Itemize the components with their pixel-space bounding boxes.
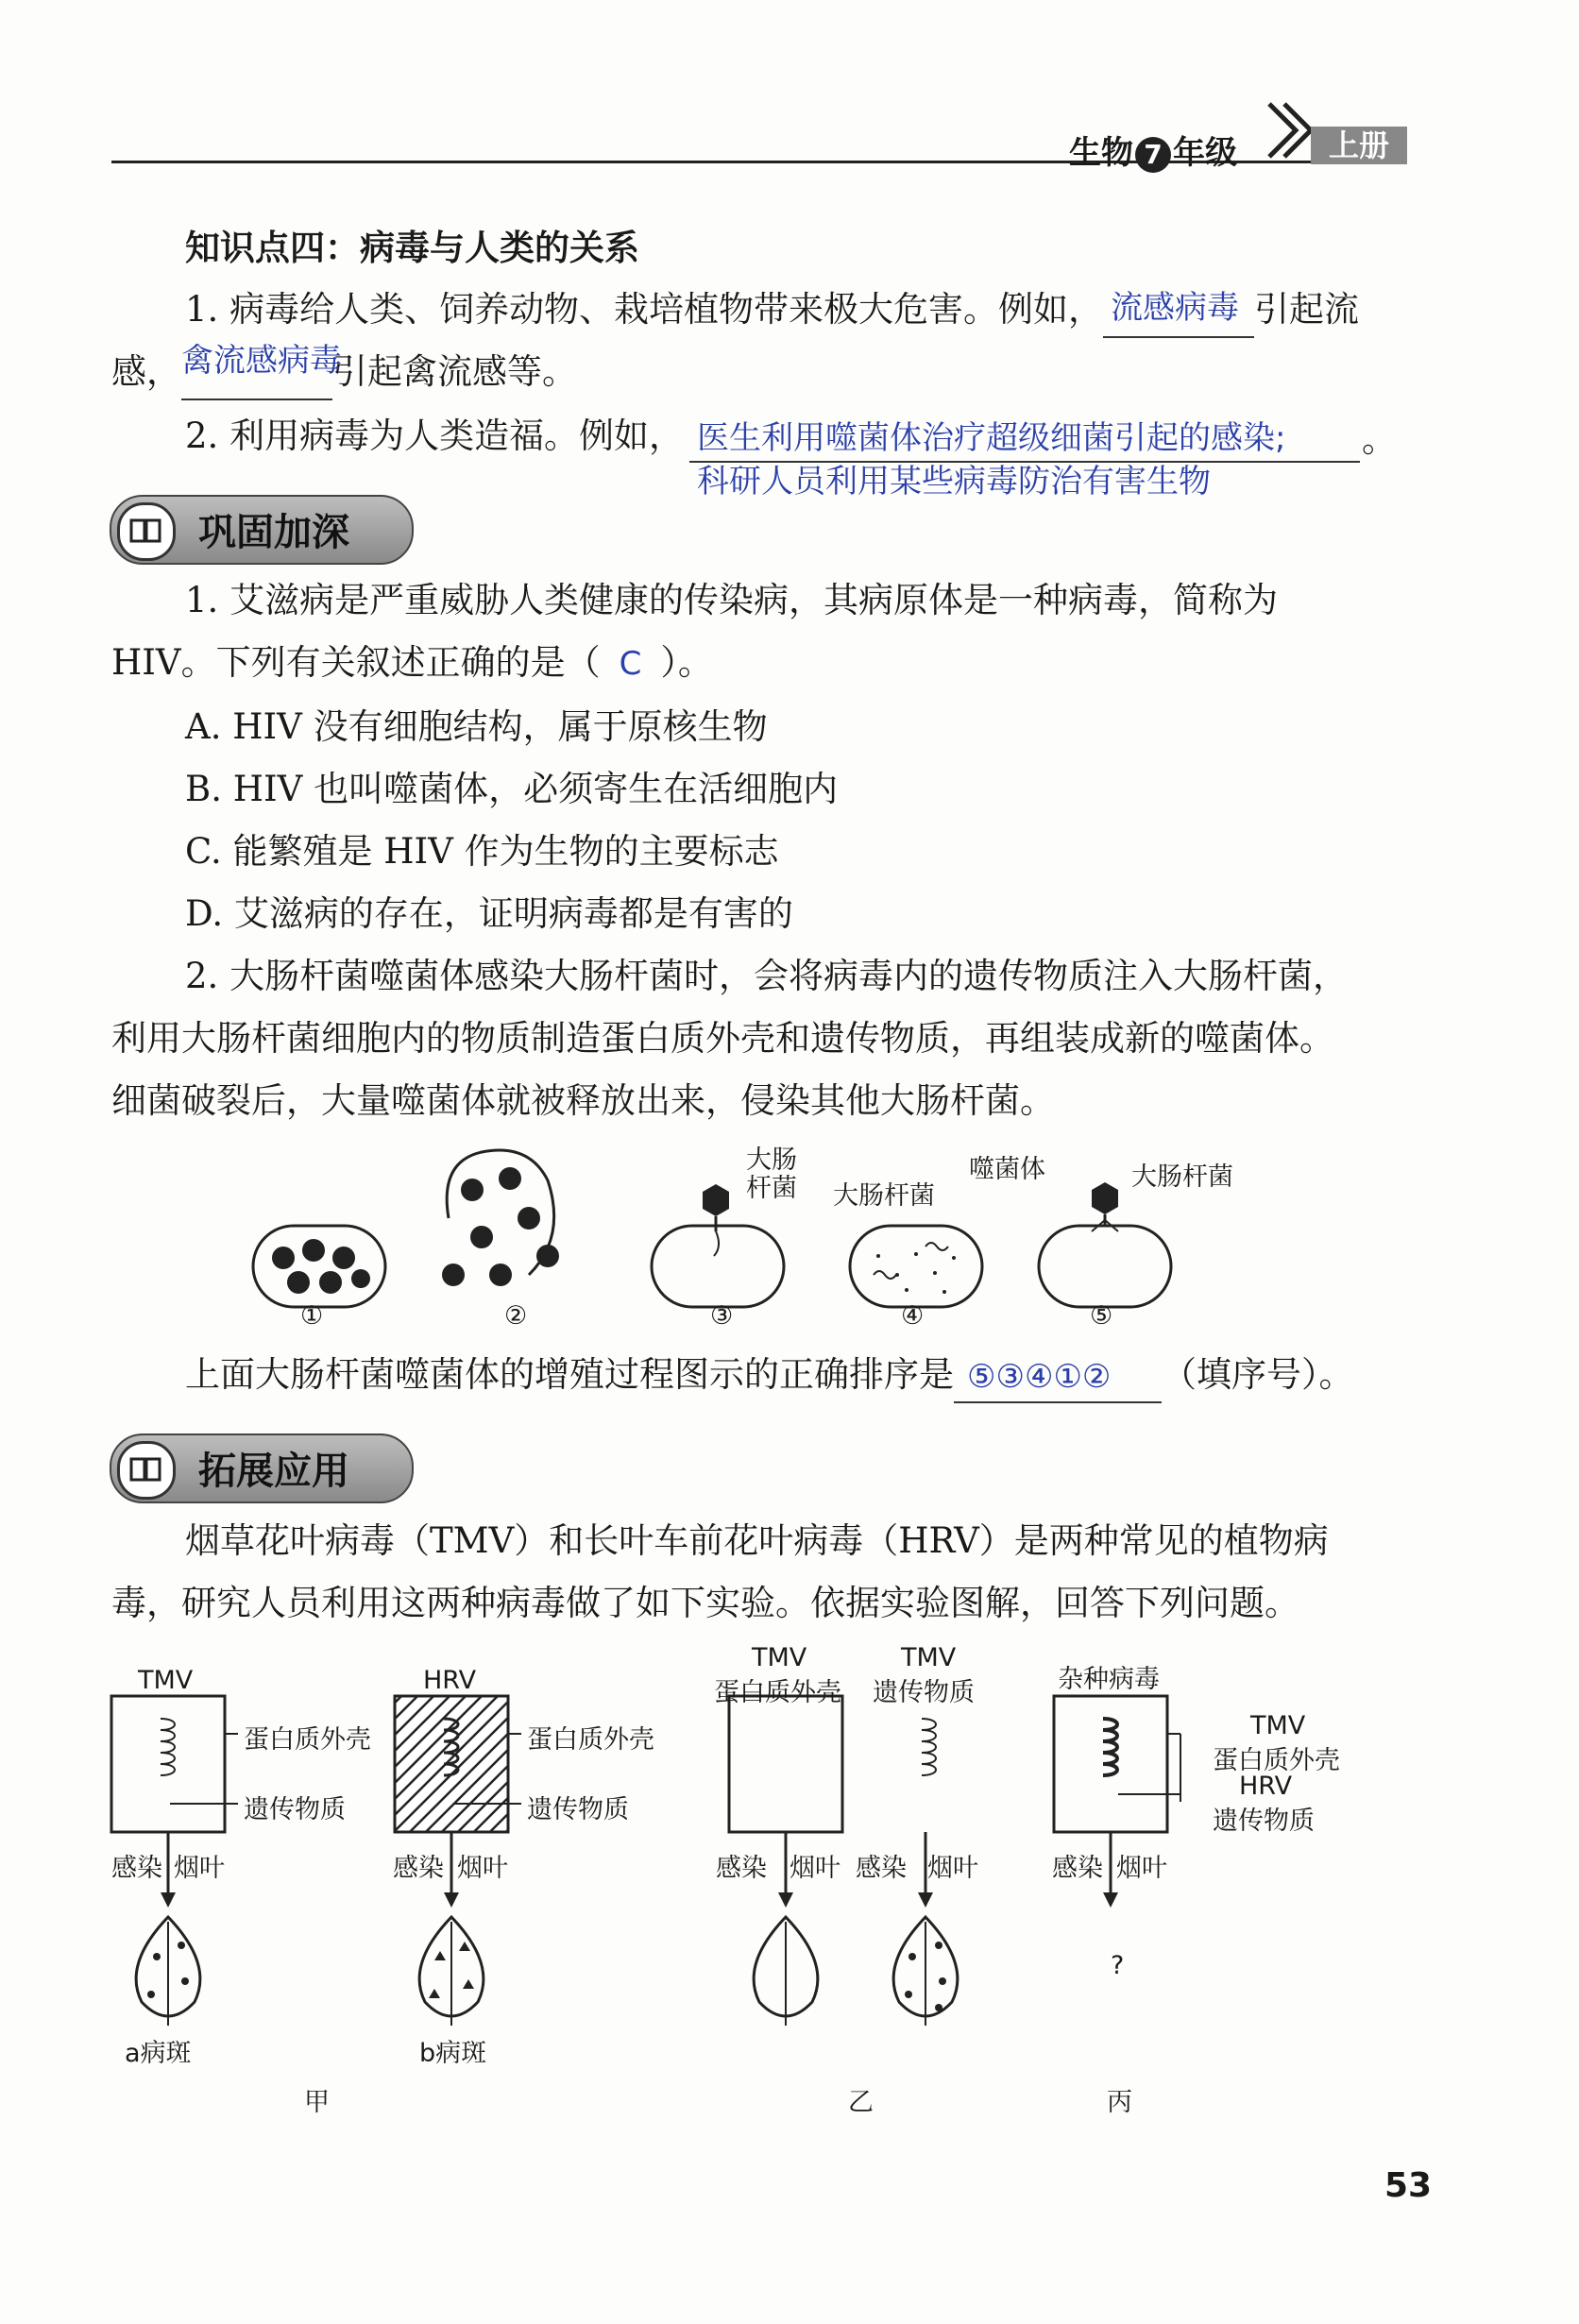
exp-hy-hrv: HRV — [1239, 1772, 1293, 1801]
c-q2-line3: 细菌破裂后，大量噬菌体就被释放出来，侵染其他大肠杆菌。 — [111, 1080, 1055, 1121]
k-q2-answer-line1: 医生利用噬菌体治疗超级细菌引起的感染; — [697, 419, 1286, 457]
book-icon — [117, 502, 176, 561]
c-q2-line1: 2. 大肠杆菌噬菌体感染大肠杆菌时，会将病毒内的遗传物质注入大肠杆菌， — [185, 956, 1349, 996]
consolidate-section-label: 巩固加深 — [198, 511, 349, 554]
c-q2-line2: 利用大肠杆菌细胞内的物质制造蛋白质外壳和遗传物质，再组装成新的噬菌体。 — [111, 1018, 1334, 1059]
exp-infect-4: 感染 — [856, 1854, 907, 1883]
exp-yi-gene-b: 遗传物质 — [873, 1678, 975, 1707]
c-q2-answer-suffix: （填序号）。 — [1162, 1354, 1354, 1395]
fig-num-4: ④ — [901, 1301, 925, 1331]
fig-label-ecoli2: 大肠杆菌 — [1131, 1162, 1233, 1192]
k-q1-line2 — [111, 344, 577, 400]
c-q1-answer: C — [619, 645, 642, 683]
exp-hybrid: 杂种病毒 — [1058, 1665, 1160, 1694]
exp-label-hrv: HRV — [423, 1666, 477, 1695]
c-q1-line1: 1. 艾滋病是严重威胁人类健康的传染病，其病原体是一种病毒，简称为 — [185, 580, 1279, 620]
exp-leaf-5: 烟叶 — [1116, 1854, 1167, 1883]
k-q1-part1: 1. 病毒给人类、饲养动物、栽培植物带来极大危害。例如， — [185, 289, 1104, 330]
exp-hy-coat: 蛋白质外壳 — [1213, 1746, 1340, 1775]
exp-leaf-1: 烟叶 — [174, 1854, 225, 1883]
exp-infect-5: 感染 — [1052, 1854, 1103, 1883]
e-intro-line1: 烟草花叶病毒（TMV）和长叶车前花叶病毒（HRV）是两种常见的植物病 — [185, 1520, 1329, 1561]
k-q1-part4: 引起禽流感等。 — [332, 351, 577, 392]
exp-yi: 乙 — [848, 2088, 874, 2117]
c-q1-option-b: B. HIV 也叫噬菌体，必须寄生在活细胞内 — [185, 769, 839, 809]
header-grade-text: 年级 — [1173, 134, 1237, 172]
book-icon-2-svg — [120, 1444, 173, 1497]
extend-section-label: 拓展应用 — [198, 1450, 349, 1493]
header-chevron-icon — [1262, 98, 1318, 161]
exp-spot-a: a病斑 — [125, 2039, 192, 2068]
fig-label-ecoli-b: 杆菌 — [746, 1174, 797, 1203]
fig-num-2: ② — [504, 1301, 528, 1331]
stage-2-burst — [442, 1150, 559, 1286]
exp-hrv-coat: 蛋白质外壳 — [527, 1725, 654, 1755]
k-q1-blank1 — [1103, 289, 1254, 338]
stage-4-replicate — [850, 1226, 982, 1307]
exp-infect-1: 感染 — [111, 1854, 162, 1883]
stage-5-phage-ecoli — [1039, 1182, 1171, 1307]
exp-bing: 丙 — [1107, 2088, 1132, 2117]
header-grade-badge: 7 — [1135, 137, 1171, 173]
book-icon-svg — [120, 505, 173, 558]
k-q2-line — [185, 408, 684, 465]
c-q1-option-d: D. 艾滋病的存在，证明病毒都是有害的 — [185, 893, 793, 934]
exp-tmv-coat: 蛋白质外壳 — [244, 1725, 371, 1755]
k-q2-answer-line2: 科研人员利用某些病毒防治有害生物 — [697, 463, 1211, 500]
c-q1-line2b: ）。 — [660, 642, 713, 683]
k-q2-end: 。 — [1362, 419, 1397, 460]
page-number: 53 — [1384, 2166, 1433, 2205]
exp-hy-gene: 遗传物质 — [1213, 1807, 1315, 1836]
c-q1-line2 — [111, 635, 713, 692]
leaf-a — [136, 1917, 200, 2026]
fig-label-phage: 噬菌体 — [969, 1155, 1045, 1184]
exp-spot-b: b病斑 — [419, 2039, 487, 2068]
k-q1-part3: 感， — [111, 351, 181, 392]
c-q1-option-a: A. HIV 没有细胞结构，属于原核生物 — [185, 706, 768, 747]
k-q1-answer2: 禽流感病毒 — [181, 342, 342, 380]
exp-leaf-2: 烟叶 — [457, 1854, 508, 1883]
c-q2-answer-blank — [954, 1354, 1162, 1403]
fig-num-5: ⑤ — [1090, 1301, 1113, 1331]
fig-label-ecoli: 大肠杆菌 — [833, 1181, 935, 1211]
exp-jia: 甲 — [304, 2088, 330, 2117]
k-q1-blank2 — [181, 342, 342, 400]
header-volume: 上册 — [1311, 127, 1407, 164]
e-intro-line2: 毒，研究人员利用这两种病毒做了如下实验。依据实验图解，回答下列问题。 — [111, 1583, 1299, 1623]
exp-leaf-4: 烟叶 — [927, 1854, 978, 1883]
exp-infect-2: 感染 — [393, 1854, 444, 1883]
c-q2-answer: ⑤③④①② — [967, 1358, 1112, 1396]
fig-num-1: ① — [300, 1301, 324, 1331]
exp-yi-coat-a: TMV — [752, 1643, 807, 1672]
k-q1-part2: 引起流 — [1254, 289, 1360, 330]
fig-num-3: ③ — [710, 1301, 734, 1331]
leaf-gene — [893, 1917, 958, 2026]
k-q1-answer1: 流感病毒 — [1111, 289, 1240, 327]
exp-hrv-gene: 遗传物质 — [527, 1795, 629, 1824]
leaf-coat — [754, 1917, 818, 2026]
exp-infect-3: 感染 — [716, 1854, 767, 1883]
stage-1-cell — [253, 1226, 385, 1307]
exp-unknown: ? — [1111, 1951, 1125, 1980]
c-q1-option-c: C. 能繁殖是 HIV 作为生物的主要标志 — [185, 831, 779, 872]
exp-tmv-gene: 遗传物质 — [244, 1795, 346, 1824]
exp-hy-tmv: TMV — [1250, 1711, 1306, 1740]
c-q2-answer-prefix: 上面大肠杆菌噬菌体的增殖过程图示的正确排序是 — [185, 1354, 954, 1395]
fig-label-ecoli-a: 大肠 — [746, 1145, 797, 1175]
exp-label-tmv: TMV — [138, 1666, 194, 1695]
exp-leaf-3: 烟叶 — [790, 1854, 840, 1883]
exp-yi-coat-b: 蛋白质外壳 — [714, 1678, 841, 1707]
exp-yi-gene-a: TMV — [901, 1643, 957, 1672]
c-q2-answer-line — [185, 1347, 1354, 1403]
book-icon-2 — [117, 1441, 176, 1500]
k-q2-part1: 2. 利用病毒为人类造福。例如， — [185, 416, 685, 456]
header-subject — [1069, 127, 1237, 173]
k-q1-line1 — [185, 281, 1359, 338]
leaf-b — [419, 1917, 484, 2026]
header-subject-text: 生物 — [1069, 134, 1133, 172]
c-q1-line2a: HIV。下列有关叙述正确的是（ — [111, 642, 601, 683]
knowledge-title: 知识点四：病毒与人类的关系 — [185, 228, 639, 268]
